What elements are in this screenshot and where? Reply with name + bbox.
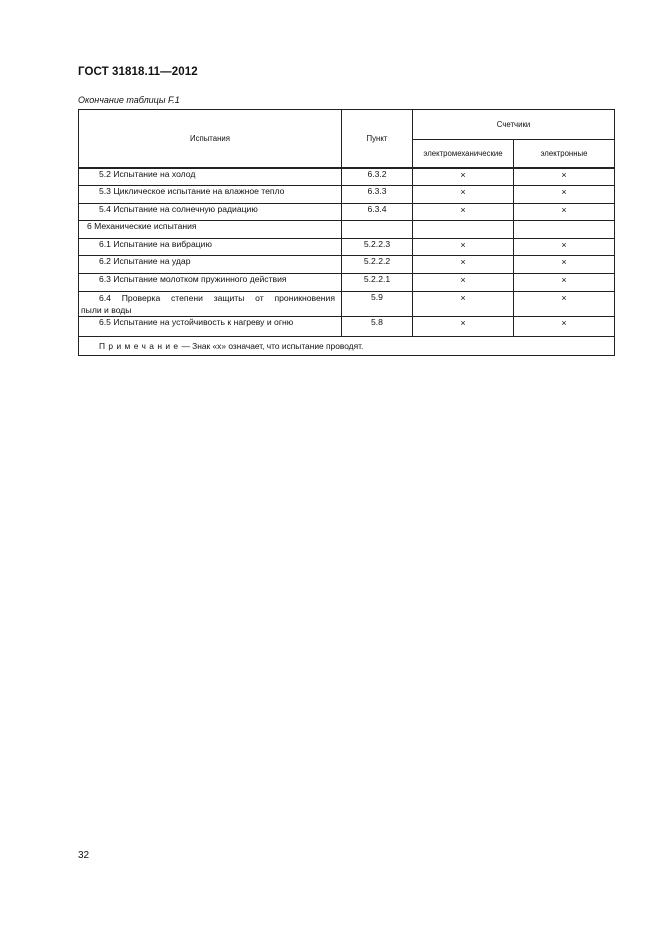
electromechanical-mark: × <box>413 238 514 256</box>
test-name: 6.1 Испытание на вибрацию <box>79 238 342 256</box>
test-name-line-1: 6.4 Проверка степени защиты от проникновения <box>99 292 335 303</box>
table-row <box>79 203 615 221</box>
electromechanical-mark <box>413 221 514 239</box>
header-tests: Испытания <box>79 110 342 169</box>
electronic-mark: × <box>514 291 615 316</box>
test-name <box>79 291 342 316</box>
test-name: 5.4 Испытание на солнечную радиацию <box>79 203 342 221</box>
clause-number: 5.2.2.2 <box>342 256 413 274</box>
table-note <box>79 336 615 355</box>
tests-table <box>78 109 615 356</box>
clause-number <box>342 221 413 239</box>
header-meters: Счетчики <box>413 110 615 140</box>
electronic-mark: × <box>514 168 615 186</box>
clause-number: 6.3.4 <box>342 203 413 221</box>
electromechanical-mark: × <box>413 203 514 221</box>
document-code: ГОСТ 31818.11—2012 <box>78 66 198 78</box>
electronic-mark: × <box>514 186 615 204</box>
note-label: Примечание <box>99 340 182 351</box>
header-electronic: электронные <box>514 140 615 169</box>
electromechanical-mark: × <box>413 256 514 274</box>
test-name-line-2: пыли и воды <box>81 304 132 315</box>
electronic-mark: × <box>514 203 615 221</box>
test-name: 6.2 Испытание на удар <box>79 256 342 274</box>
electromechanical-mark: × <box>413 168 514 186</box>
test-name: 5.3 Циклическое испытание на влажное тепло <box>79 186 342 204</box>
electronic-mark: × <box>514 238 615 256</box>
table-row <box>79 274 615 292</box>
table-row <box>79 238 615 256</box>
table-caption: Окончание таблицы F.1 <box>78 95 180 105</box>
header-clause: Пункт <box>342 110 413 169</box>
page-number: 32 <box>78 850 90 861</box>
electromechanical-mark: × <box>413 316 514 336</box>
test-name: 6.5 Испытание на устойчивость к нагреву и огню <box>79 316 342 336</box>
electronic-mark <box>514 221 615 239</box>
table-row <box>79 186 615 204</box>
note-row <box>79 336 615 355</box>
electronic-mark: × <box>514 274 615 292</box>
electromechanical-mark: × <box>413 186 514 204</box>
clause-number: 6.3.2 <box>342 168 413 186</box>
test-name: 6.3 Испытание молотком пружинного действия <box>79 274 342 292</box>
clause-number: 5.9 <box>342 291 413 316</box>
electronic-mark: × <box>514 316 615 336</box>
note-text: — Знак «х» означает, что испытание проводят. <box>181 340 364 351</box>
table-row <box>79 221 615 239</box>
table-row <box>79 316 615 336</box>
clause-number: 5.2.2.1 <box>342 274 413 292</box>
test-name: 5.2 Испытание на холод <box>79 168 342 186</box>
table-row <box>79 168 615 186</box>
header-electromechanical: электромеханические <box>413 140 514 169</box>
table-row <box>79 291 615 316</box>
clause-number: 5.8 <box>342 316 413 336</box>
electronic-mark: × <box>514 256 615 274</box>
clause-number: 5.2.2.3 <box>342 238 413 256</box>
section-heading: 6 Механические испытания <box>79 221 342 239</box>
electromechanical-mark: × <box>413 291 514 316</box>
clause-number: 6.3.3 <box>342 186 413 204</box>
electromechanical-mark: × <box>413 274 514 292</box>
table-row <box>79 256 615 274</box>
